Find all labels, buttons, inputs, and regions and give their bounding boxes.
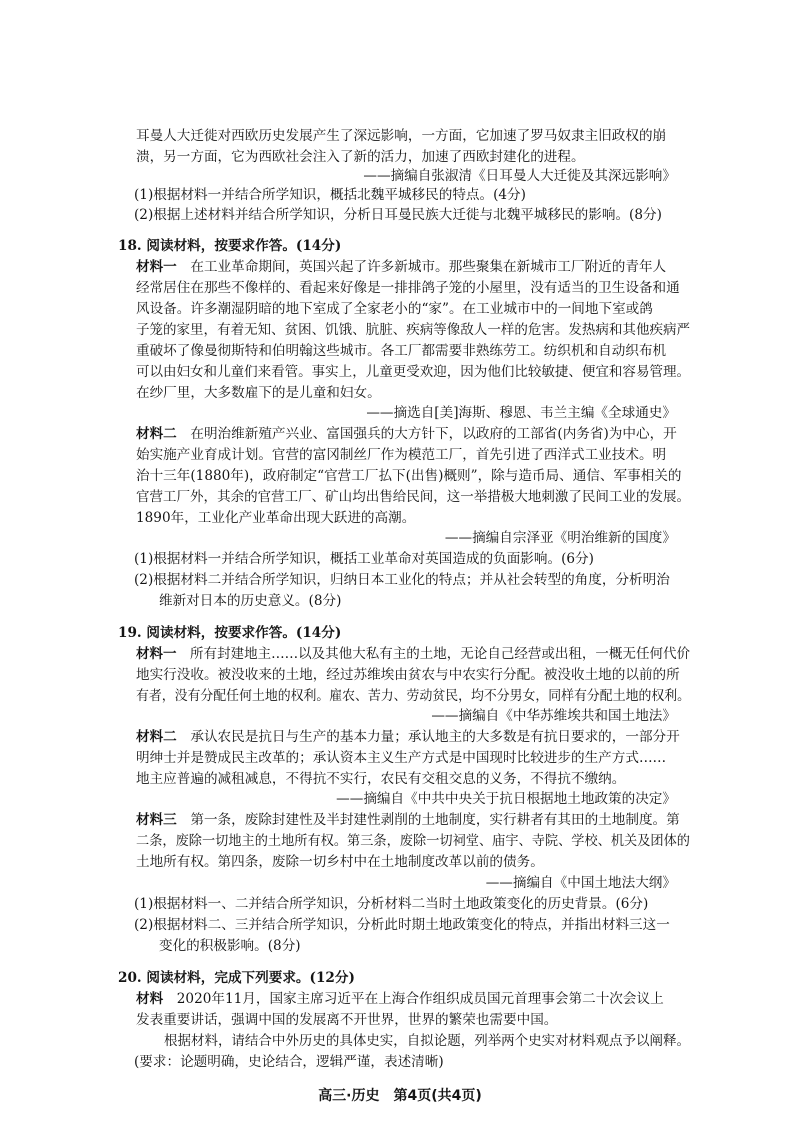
q18-material-2-line-4: 官营工厂外，其余的官营工厂、矿山均出售给民间，这一举措极大地刺激了民间工业的发展。 — [136, 489, 690, 505]
q19-material-3-line-3: 土地所有权。第四条，废除一切乡村中在土地制度改革以前的债务。 — [136, 854, 544, 870]
material-label: 材料 — [136, 991, 164, 1007]
q20-requirement-line-1: 根据材料，请结合中外历史的具体史实，自拟论题，列举两个史实对材料观点予以阐释。 — [164, 1033, 690, 1049]
material-label: 材料二 — [136, 729, 177, 745]
q19-sub-question-1: (1)根据材料一、二并结合所学知识，分析材料二当时土地政策变化的历史背景。(6分) — [134, 896, 649, 912]
q18-material-1-line-4: 子笼的家里，有着无知、贫困、饥饿、肮脏、疾病等像敌人一样的危害。发热病和其他疾病严 — [136, 322, 690, 338]
q18-material-1-line-2: 经常居住在那些不像样的、看起来好像是一排排鸽子笼的小屋里，没有适当的卫生设备和通 — [136, 280, 680, 296]
text: 在明治维新殖产兴业、富国强兵的大方针下，以政府的工部省(内务省)为中心，开 — [190, 426, 677, 442]
q20-title: 20. 阅读材料，完成下列要求。(12分) — [118, 970, 355, 986]
q18-sub-question-2-line-1: (2)根据材料二并结合所学知识，归纳日本工业化的特点；并从社会转型的角度，分析明治 — [134, 572, 670, 588]
material-label: 材料一 — [136, 646, 177, 662]
q19-material-3-line-2: 二条，废除一切地主的土地所有权。第三条，废除一切祠堂、庙宇、寺院、学校、机关及团体的 — [136, 833, 690, 849]
text: 2020年11月，国家主席习近平在上海合作组织成员国元首理事会第二十次会议上 — [176, 991, 664, 1007]
q19-material-3-line-1 — [136, 810, 680, 830]
q18-material-1-line-3: 风设备。许多潮湿阴暗的地下室成了全家老小的“家”。在工业城市中的一间地下室或鸽 — [136, 301, 653, 317]
q18-material-2-line-5: 1890年，工业化产业革命出现大跃进的高潮。 — [136, 510, 416, 526]
q19-sub-question-2-line-1: (2)根据材料二、三并结合所学知识，分析此时期土地政策变化的特点，并指出材料三这一 — [134, 917, 670, 933]
q20-material-line-1 — [136, 989, 664, 1009]
q17-sub-question-1: (1)根据材料一并结合所学知识，概括北魏平城移民的特点。(4分) — [134, 187, 526, 203]
q19-material-3-source: ——摘编自《中国土地法大纲》 — [485, 875, 676, 891]
material-label: 材料二 — [136, 426, 177, 442]
q18-material-2-line-1 — [136, 424, 677, 444]
q18-material-1-source: ——摘选自[美]海斯、穆恩、韦兰主编《全球通史》 — [366, 405, 676, 421]
q18-material-2-source: ——摘编自宗泽亚《明治维新的国度》 — [444, 530, 676, 546]
q18-material-1-line-7: 在纱厂里，大多数雇下的是儿童和妇女。 — [136, 385, 381, 401]
q18-sub-question-1: (1)根据材料一并结合所学知识，概括工业革命对英国造成的负面影响。(6分) — [134, 551, 594, 567]
q20-requirement-line-2: (要求：论题明确，史论结合，逻辑严谨，表述清晰) — [134, 1054, 444, 1070]
q18-sub-question-2-line-2: 维新对日本的历史意义。(8分) — [159, 593, 342, 609]
q18-material-1-line-6: 可以由妇女和儿童们来看管。事实上，儿童更受欢迎，因为他们比较敏捷、便宜和容易管理。 — [136, 364, 690, 380]
q19-sub-question-2-line-2: 变化的积极影响。(8分) — [159, 938, 301, 954]
q19-material-1-source: ——摘编自《中华苏维埃共和国土地法》 — [431, 708, 676, 724]
text: 第一条，废除封建性及半封建性剥削的土地制度，实行耕者有其田的土地制度。第 — [190, 812, 680, 828]
q18-material-1-line-1 — [136, 257, 666, 277]
page-footer: 高三·历史 第4页(共4页) — [318, 1088, 482, 1104]
q19-material-2-line-2: 明绅士并是赞成民主改革的；承认资本主义生产方式是中国现时比较进步的生产方式…… — [136, 750, 667, 766]
q19-material-1-line-1 — [136, 644, 690, 664]
intro-line-2: 溃，另一方面，它为西欧社会注入了新的活力，加速了西欧封建化的进程。 — [136, 149, 585, 165]
q19-material-1-line-3: 有者，没有分配任何土地的权利。雇农、苦力、劳动贫民，均不分男女，同样有分配土地的权利。 — [136, 688, 690, 704]
material-label: 材料一 — [136, 259, 177, 275]
q19-material-1-line-2: 地实行没收。被没收来的土地，经过苏维埃由贫农与中农实行分配。被没收土地的以前的所 — [136, 667, 680, 683]
q20-material-line-2: 发表重要讲话，强调中国的发展离不开世界，世界的繁荣也需要中国。 — [136, 1012, 558, 1028]
q18-title: 18. 阅读材料，按要求作答。(14分) — [118, 238, 342, 254]
q17-sub-question-2: (2)根据上述材料并结合所学知识，分析日耳曼民族大迁徙与北魏平城移民的影响。(8分) — [134, 207, 662, 223]
text: 在工业革命期间，英国兴起了许多新城市。那些聚集在新城市工厂附近的青年人 — [190, 259, 667, 275]
text: 承认农民是抗日与生产的基本力量；承认地主的大多数是有抗日要求的，一部分开 — [190, 729, 680, 745]
q19-title: 19. 阅读材料，按要求作答。(14分) — [118, 625, 342, 641]
intro-source: ——摘编自张淑清《日耳曼人大迁徙及其深远影响》 — [363, 168, 676, 184]
q19-material-2-source: ——摘编自《中共中央关于抗日根据地土地政策的决定》 — [336, 791, 676, 807]
q19-material-2-line-3: 地主应普遍的减租减息，不得抗不实行，农民有交租交息的义务，不得抗不缴纳。 — [136, 771, 626, 787]
q18-material-1-line-5: 重破坏了像曼彻斯特和伯明翰这些城市。各工厂都需要非熟练劳工。纺织机和自动织布机 — [136, 343, 667, 359]
intro-line-1: 耳曼人大迁徙对西欧历史发展产生了深远影响，一方面，它加速了罗马奴隶主旧政权的崩 — [136, 128, 667, 144]
q18-material-2-line-2: 始实施产业育成计划。官营的富冈制丝厂作为模范工厂，首先引进了西洋式工业技术。明 — [136, 447, 667, 463]
q19-material-2-line-1 — [136, 727, 680, 747]
text: 所有封建地主……以及其他大私有主的土地，无论自己经营或出租，一概无任何代价 — [190, 646, 691, 662]
q18-material-2-line-3: 治十三年(1880年)，政府制定“官营工厂払下(出售)概则”，除与造币局、通信、军事相关的 — [136, 468, 682, 484]
material-label: 材料三 — [136, 812, 177, 828]
